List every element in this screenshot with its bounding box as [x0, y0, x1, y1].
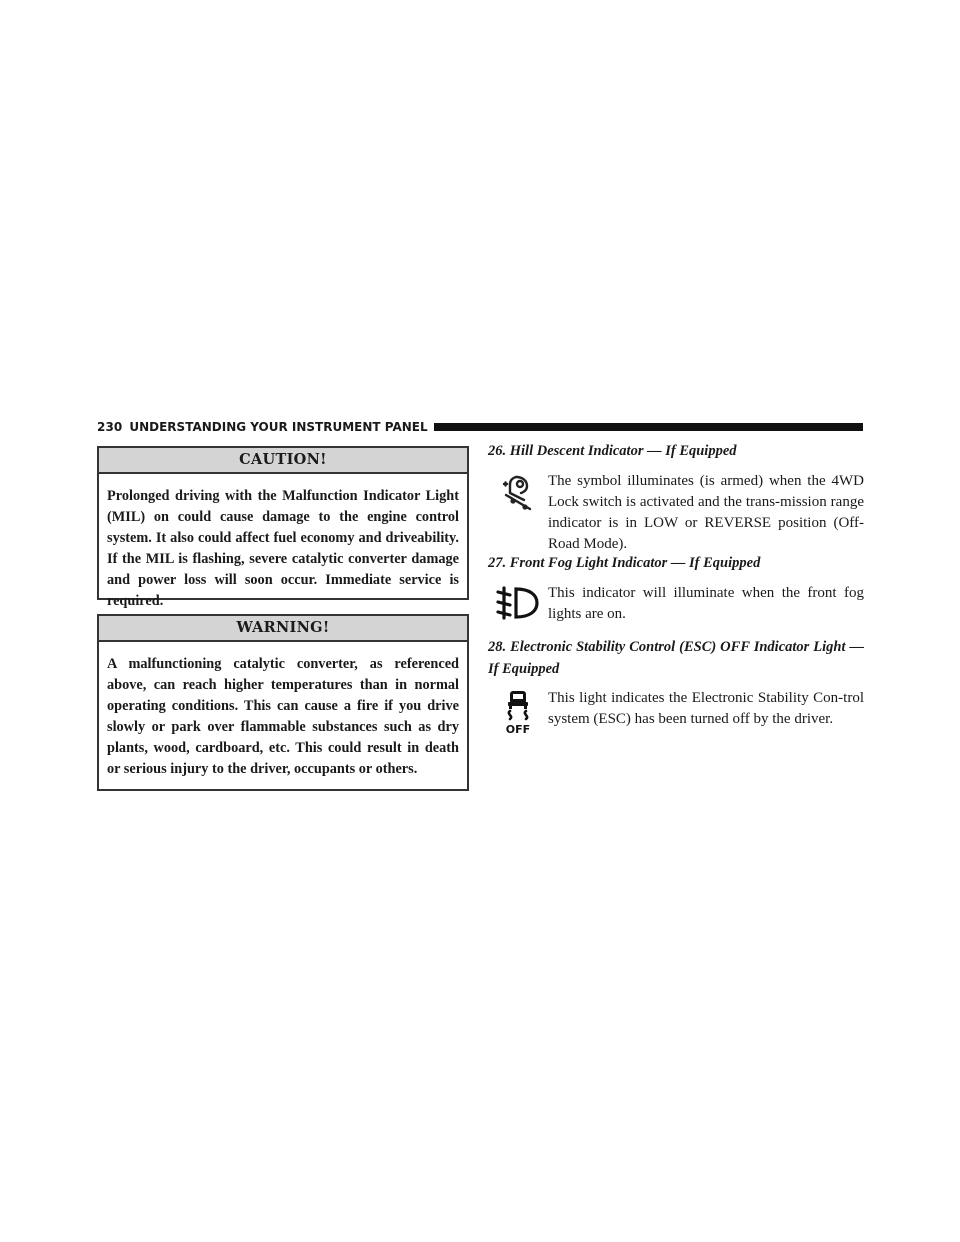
indicator-item-esc-off: [488, 636, 864, 738]
caution-heading: CAUTION!: [99, 448, 467, 474]
caution-body: Prolonged driving with the Malfunction Indicator Light (MIL) on could cause damage to the engine control system. It also could affect fuel economy and driveability. If the MIL is flashing, severe catalytic converter damage and power loss will soon occur. Immediate service is required.: [107, 488, 459, 609]
page-number: 230: [97, 420, 123, 434]
warning-box: [97, 614, 469, 791]
indicator-item-front-fog-light: [488, 552, 864, 625]
caution-box: [97, 446, 469, 609]
item-text: The symbol illuminates (is armed) when the 4WD Lock switch is activated and the trans-mission range indicator is in LOW or REVERSE position (Off-Road Mode).: [548, 473, 864, 552]
item-text: This light indicates the Electronic Stability Con-trol system (ESC) has been turned off by the driver.: [548, 690, 864, 727]
item-title: 28. Electronic Stability Control (ESC) OFF Indicator Light — If Equipped: [488, 639, 864, 677]
section-title: UNDERSTANDING YOUR INSTRUMENT PANEL: [129, 420, 428, 434]
front-fog-light-icon: [488, 583, 548, 623]
running-header: [97, 418, 863, 436]
warning-body: A malfunctioning catalytic converter, as referenced above, can reach higher temperatures than in normal operating conditions. This can cause a fire if you drive slowly or park over flammable substances such as dry plants, wood, cardboard, etc. This could result in death or serious injury to the driver, occupants or others.: [107, 656, 459, 777]
item-title: 27. Front Fog Light Indicator — If Equipped: [488, 555, 761, 571]
hill-descent-icon: [488, 471, 548, 515]
warning-heading: WARNING!: [99, 616, 467, 642]
indicator-item-hill-descent: [488, 440, 864, 555]
header-rule: [434, 423, 863, 431]
item-text: This indicator will illuminate when the front fog lights are on.: [548, 585, 864, 622]
esc-off-icon: [488, 688, 548, 738]
esc-off-label: OFF: [505, 723, 531, 736]
item-title: 26. Hill Descent Indicator — If Equipped: [488, 443, 737, 459]
